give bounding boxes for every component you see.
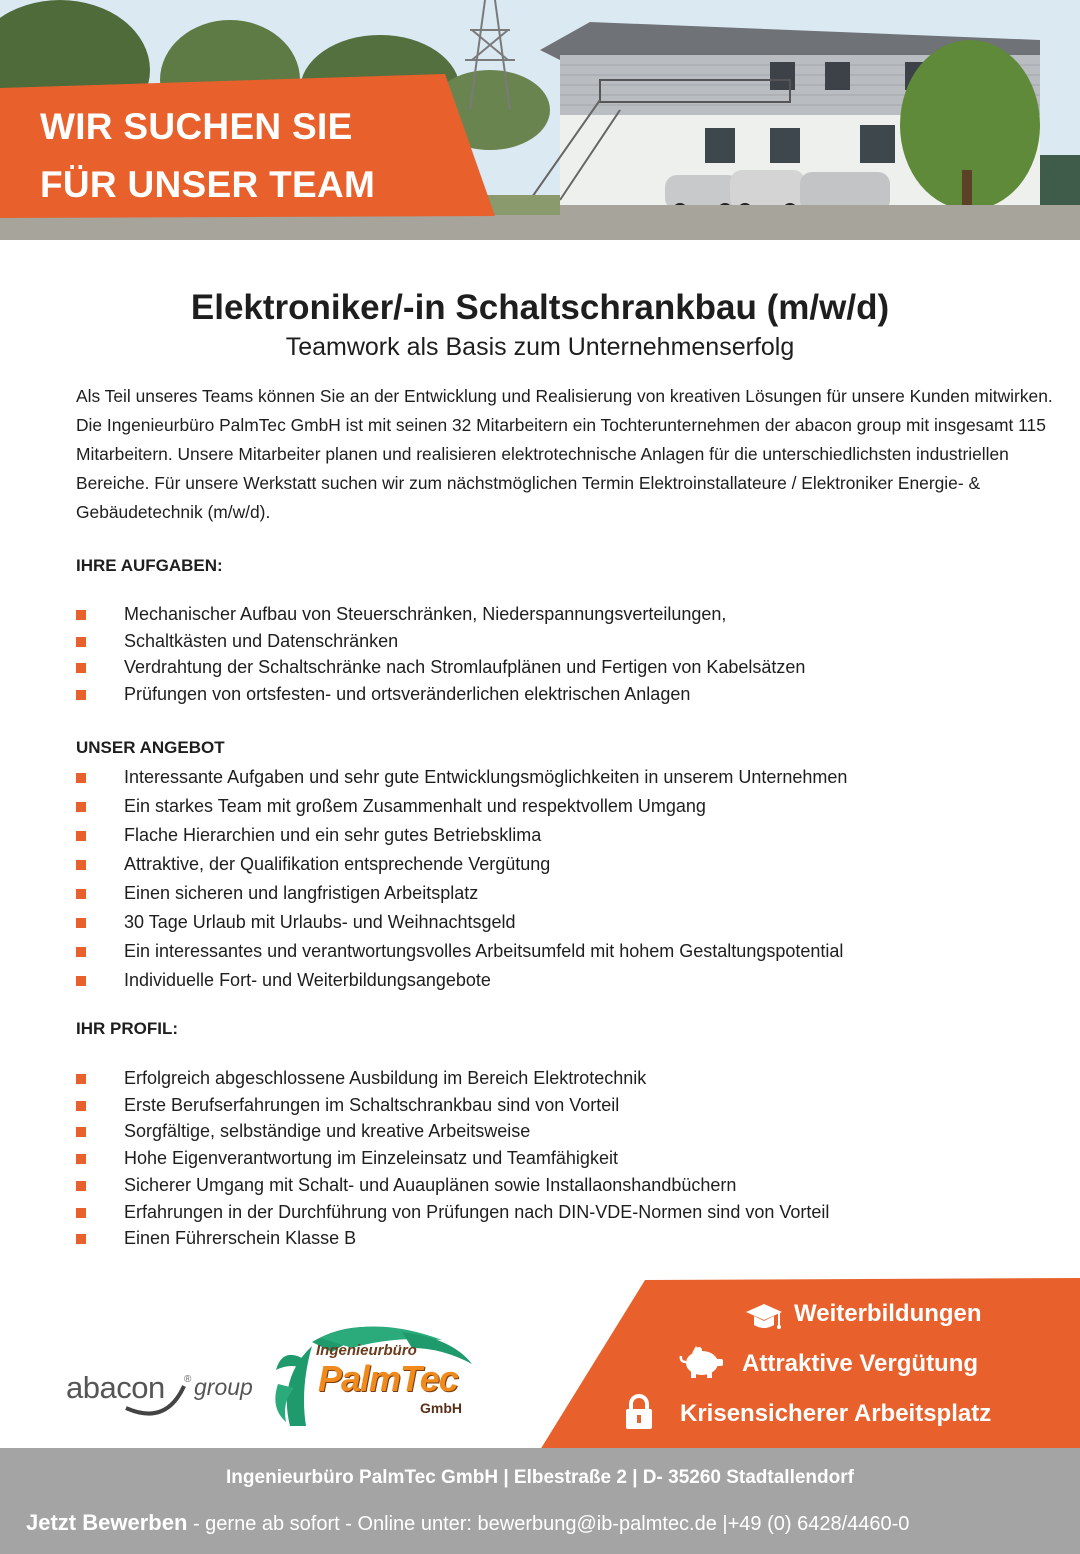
benefit-verguetung <box>678 1346 1008 1382</box>
profil-list <box>76 1065 1036 1252</box>
list-item <box>76 763 1036 792</box>
abacon-group-text: group <box>194 1374 253 1400</box>
bullet-square-icon <box>76 610 86 620</box>
bullet-square-icon <box>76 1234 86 1244</box>
list-item-text: Einen sicheren und langfristigen Arbeitsplatz <box>124 883 479 903</box>
abacon-wordmark: abacon <box>66 1370 165 1405</box>
list-item <box>76 966 1036 995</box>
bullet-square-icon <box>76 690 86 700</box>
list-item-text: Einen Führerschein Klasse B <box>124 1228 357 1249</box>
hero-photo <box>0 0 1080 240</box>
footer <box>0 1448 1080 1554</box>
list-item-text: Erfolgreich abgeschlossene Ausbildung im Bereich Elektrotechnik <box>124 1068 647 1088</box>
angebot-list <box>76 763 1036 995</box>
benefit-label: Weiterbildungen <box>794 1300 982 1327</box>
bullet-square-icon <box>76 947 86 957</box>
intro-paragraph: Als Teil unseres Teams können Sie an der Entwicklung und Realisierung von kreativen Lösungen für unsere Kunden mitwirken. Die Ingenieurbüro PalmTec GmbH ist mit seinen 32 Mitarbeitern ein Tochterunternehmen der abacon group mit insgesamt 115 Mitarbeitern. Unsere Mitarbeiter planen und realisieren elektrotechnische Anlagen für die unterschiedlichsten industriellen Bereiche. Für unsere Werkstatt suchen wir zum nächstmöglichen Termin Elektroinstallateure / Elektroniker Energie- & Gebäudetechnik (m/w/d). <box>76 386 1053 522</box>
bullet-square-icon <box>76 1208 86 1218</box>
bullet-square-icon <box>76 889 86 899</box>
list-item-text: Flache Hierarchien und ein sehr gutes Betriebsklima <box>124 825 542 845</box>
list-item <box>76 792 1036 821</box>
angebot-heading: UNSER ANGEBOT <box>76 738 225 757</box>
bullet-square-icon <box>76 802 86 812</box>
benefit-arbeitsplatz <box>624 1394 1004 1434</box>
list-item-text: Sorgfäl⁠tige, selbständige und krea⁠tive Arbeitsweise <box>124 1121 531 1142</box>
list-item <box>76 850 1036 879</box>
bullet-square-icon <box>76 1127 86 1137</box>
piggy-bank-icon <box>678 1344 724 1382</box>
aufgaben-list <box>76 601 1036 708</box>
list-item <box>76 1199 1036 1226</box>
list-item-text: Prüfungen von ortsfesten- und ortsveränderlichen elektrischen Anlagen <box>124 684 691 705</box>
abacon-group-logo <box>66 1356 266 1426</box>
bullet-square-icon <box>76 831 86 841</box>
bullet-square-icon <box>76 1181 86 1191</box>
footer-contact <box>26 1510 909 1536</box>
list-item-text: Interessante Aufgaben und sehr gute Entwicklungsmöglichkeiten in unserem Unternehmen <box>124 767 848 787</box>
palmtec-gmbh-text: GmbH <box>420 1400 462 1416</box>
bullet-square-icon <box>76 637 86 647</box>
bullet-square-icon <box>76 860 86 870</box>
list-item <box>76 879 1036 908</box>
profil-heading: IHR PROFIL: <box>76 1019 178 1038</box>
list-item-text: Verdrahtung der Schaltschränke nach Stromlaufplänen und Fertigen von Kabelsätzen <box>124 657 806 678</box>
list-item <box>76 908 1036 937</box>
graduation-cap-icon <box>744 1300 784 1334</box>
list-item-text: Attraktive, der Qualifikation entsprechende Vergütung <box>124 854 551 874</box>
banner-line-1: WIR SUCHEN SIE <box>40 106 353 147</box>
banner-line-2: FÜR UNSER TEAM <box>40 164 376 205</box>
palmtec-logo <box>272 1318 482 1430</box>
list-item-text: Erste Berufserfahrungen im Schaltschrankbau sind von Vorteil <box>124 1094 620 1115</box>
apply-contact-text[interactable]: - gerne ab sofort - Online unter: bewerbung@ib-palmtec.de |+49 (0) 6428/4460-0 <box>187 1513 910 1535</box>
list-item <box>76 937 1036 966</box>
list-item-text: Hohe Eigenverantwortung im Einzeleinsatz und Teamfähigkeit <box>124 1148 618 1169</box>
list-item <box>76 1118 1036 1145</box>
list-item <box>76 601 1036 628</box>
list-item-text: 30 Tage Urlaub mit Urlaubs- und Weihnachtsgeld <box>124 912 516 932</box>
abacon-registered-mark: ® <box>184 1374 192 1385</box>
list-item-text: Schaltkästen und Datenschränken <box>124 630 399 651</box>
list-item-text: Ein starkes Team mit großem Zusammenhalt und respektvollem Umgang <box>124 796 706 816</box>
list-item <box>76 1092 1036 1119</box>
list-item <box>76 654 1036 681</box>
banner-headline <box>40 98 375 214</box>
list-item <box>76 1065 1036 1092</box>
bullet-square-icon <box>76 1154 86 1164</box>
list-item-text: Ein interessantes und verantwortungsvolles Arbeitsumfeld mit hohem Gestaltungspotential <box>124 941 844 961</box>
bullet-square-icon <box>76 976 86 986</box>
list-item-text: Erfahrungen in der Durchführung von Prüfungen nach DIN-VDE-Normen sind von Vorteil <box>124 1201 830 1222</box>
list-item <box>76 1225 1036 1252</box>
list-item-text: Mechanischer Aufbau von Steuerschränken, Niederspannungsverteilungen, <box>124 604 727 624</box>
palmtec-wordmark: PalmTec <box>318 1358 458 1399</box>
bullet-square-icon <box>76 773 86 783</box>
lock-icon <box>624 1394 654 1430</box>
apply-label: Jetzt Bewerben <box>26 1510 188 1535</box>
benefit-label: Attraktive Vergütung <box>742 1350 979 1377</box>
bullet-square-icon <box>76 918 86 928</box>
list-item <box>76 1172 1036 1199</box>
list-item-text: Individuelle Fort- und Weiterbildungsangebote <box>124 970 491 990</box>
benefit-weiterbildungen <box>744 1298 1044 1334</box>
bullet-square-icon <box>76 1074 86 1084</box>
aufgaben-heading: IHRE AUFGABEN: <box>76 556 223 575</box>
bullet-square-icon <box>76 663 86 673</box>
benefit-label: Krisensicherer Arbeitsplatz <box>680 1400 992 1427</box>
list-item <box>76 821 1036 850</box>
list-item <box>76 1145 1036 1172</box>
bullet-square-icon <box>76 1101 86 1111</box>
list-item <box>76 628 1036 655</box>
list-item <box>76 681 1036 708</box>
job-subtitle: Teamwork als Basis zum Unternehmenserfolg <box>285 333 795 361</box>
footer-address: Ingenieurbüro PalmTec GmbH | Elbestraße 2 | D- 35260 Stadtallendorf <box>226 1467 854 1488</box>
list-item-text: Sicherer Umgang mit Schalt- und Au⁠auplänen sowie Installa⁠onshandbüchern <box>124 1174 737 1195</box>
job-title: Elektroniker/-in Schaltschrankbau (m/w/d) <box>190 288 890 327</box>
palmtec-ingenieurbuero-text: Ingenieurbüro <box>316 1342 417 1359</box>
